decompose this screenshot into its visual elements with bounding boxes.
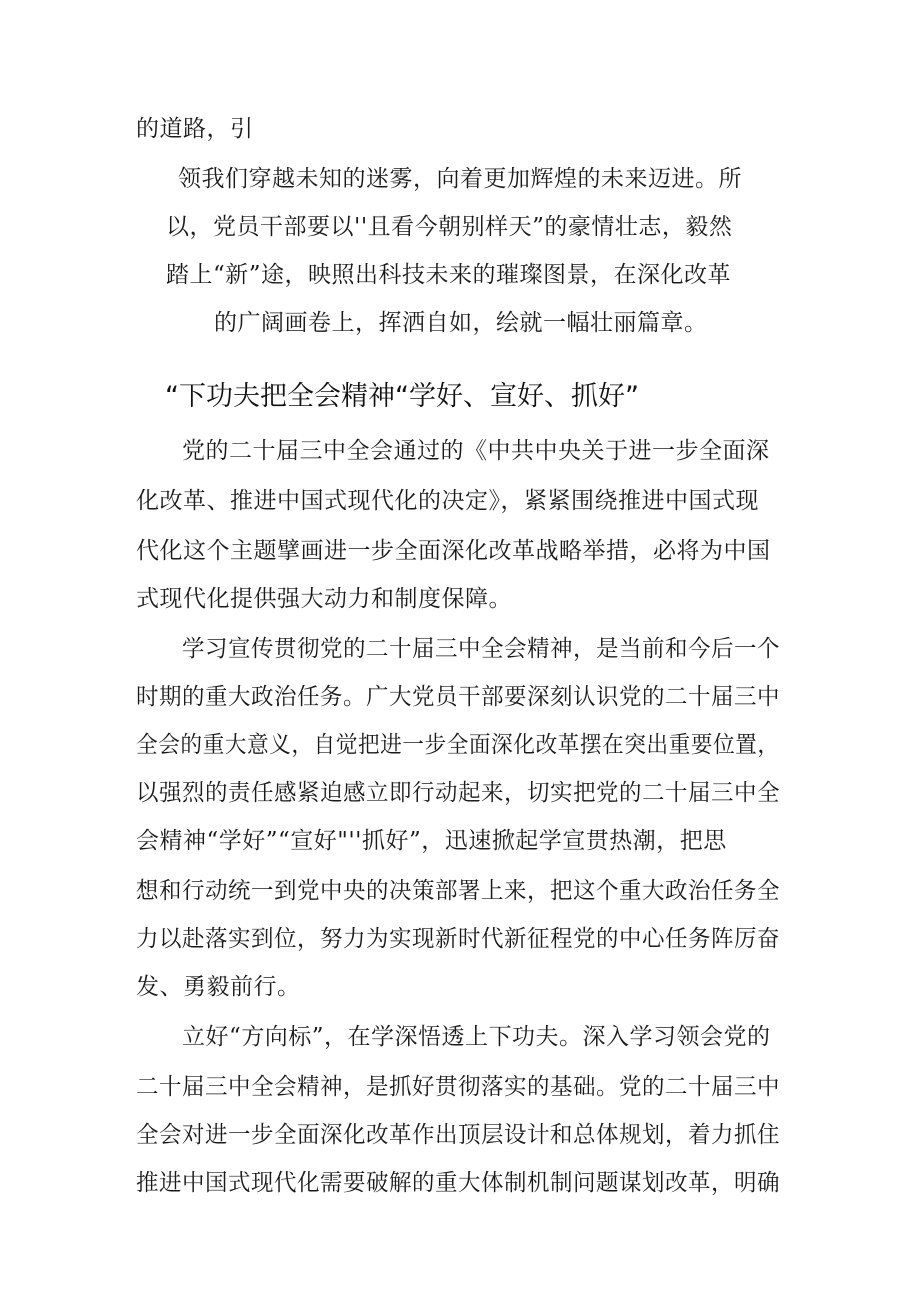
intro-line-1: 的道路，引 bbox=[136, 116, 254, 142]
paragraph2-line-7: 力以赴落实到位，努力为实现新时代新征程党的中心任务阵厉奋 bbox=[136, 926, 780, 952]
paragraph1-line-4: 式现代化提供强大动力和制度保障。 bbox=[136, 586, 512, 612]
intro-line-3: 以，党员干部要以''且看今朝别样天”的豪情壮志，毅然 bbox=[166, 214, 733, 240]
paragraph1-line-2: 化改革、推进中国式现代化的决定》，紧紧围绕推进中国式现 bbox=[136, 488, 759, 514]
paragraph2-line-2: 时期的重大政治任务。广大党员干部要深刻认识党的二十届三中 bbox=[136, 684, 780, 710]
intro-line-2: 领我们穿越未知的迷雾，向着更加辉煌的未来迈进。所 bbox=[178, 166, 742, 192]
paragraph1-line-1: 党的二十届三中全会通过的《中共中央关于进一步全面深 bbox=[182, 438, 770, 464]
intro-line-5: 的广阔画卷上，挥洒自如，绘就一幅壮丽篇章。 bbox=[214, 310, 708, 336]
paragraph2-line-3: 全会的重大意义，自觉把进一步全面深化改革摆在突出重要位置， bbox=[136, 732, 780, 758]
paragraph2-line-4: 以强烈的责任感紧迫感立即行动起来，切实把党的二十届三中全 bbox=[136, 780, 780, 806]
paragraph2-line-8: 发、勇毅前行。 bbox=[136, 974, 301, 1000]
paragraph3-line-4: 推进中国式现代化需要破解的重大体制机制问题谋划改革，明确 bbox=[136, 1170, 780, 1196]
paragraph2-line-5: 会精神“学好”“宣好"''抓好”，迅速掀起学宣贯热潮，把思 bbox=[136, 828, 727, 854]
paragraph1-line-3: 代化这个主题擘画进一步全面深化改革战略举措，必将为中国 bbox=[136, 538, 771, 564]
paragraph3-line-2: 二十届三中全会精神，是抓好贯彻落实的基础。党的二十届三中 bbox=[136, 1074, 780, 1100]
intro-line-4: 踏上“新”途，映照出科技未来的璀璨图景，在深化改革 bbox=[166, 262, 732, 288]
paragraph3-line-1: 立好“方向标”，在学深悟透上下功夫。深入学习领会党的 bbox=[182, 1024, 771, 1050]
paragraph2-line-1: 学习宣传贯彻党的二十届三中全会精神，是当前和今后一个 bbox=[182, 636, 780, 662]
paragraph3-line-3: 全会对进一步全面深化改革作出顶层设计和总体规划，着力抓住 bbox=[136, 1122, 780, 1148]
paragraph2-line-6: 想和行动统一到党中央的决策部署上来，把这个重大政治任务全 bbox=[136, 878, 780, 904]
section-heading: “下功夫把全会精神“学好、宣好、抓好” bbox=[165, 381, 639, 412]
